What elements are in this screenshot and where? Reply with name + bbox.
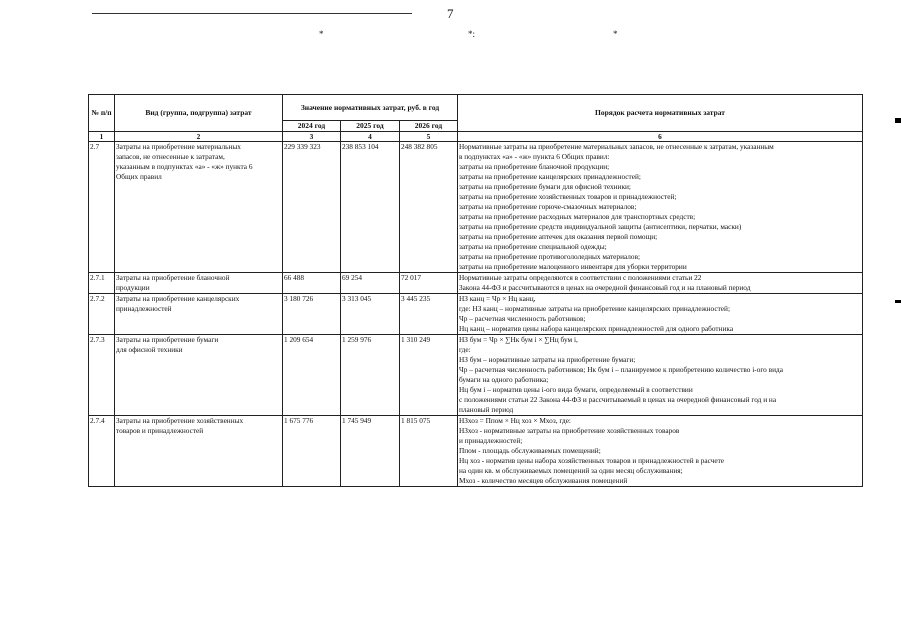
scan-mark: *: [468,29,476,39]
calc-order [458,416,863,487]
calc-order-line: затраты на приобретение хозяйственных товаров и принадлежностей; [459,192,677,201]
calc-order-line: затраты на приобретение бумаги для офисной техники; [459,182,631,191]
value-2026: 72 017 [400,273,458,294]
calc-order-line: затраты на приобретение противогололедных материалов; [459,252,641,261]
value-2025: 69 254 [341,273,400,294]
header-year-2026: 2026 год [400,121,458,132]
cost-name-line: Затраты на приобретение материальных [116,142,241,151]
row-number: 2.7.4 [89,416,115,487]
table-row [89,142,863,273]
col-number: 4 [341,132,400,142]
cost-name-line: Затраты на приобретение хозяйственных [116,416,244,425]
calc-order-line: затраты на приобретение горюче-смазочных материалов; [459,202,637,211]
cost-name-line: Затраты на приобретение канцелярских [116,294,240,303]
col-number: 5 [400,132,458,142]
col-number: 2 [115,132,283,142]
header-year-2024: 2024 год [283,121,341,132]
header-year-2025: 2025 год [341,121,400,132]
calc-order-line: на один кв. м обслуживаемых помещений за один месяц обслуживания; [459,466,683,475]
calc-order [458,273,863,294]
calc-order-line: затраты на приобретение расходных материалов для транспортных средств; [459,212,696,221]
value-2026: 1 310 249 [400,335,458,416]
value-2026: 3 445 235 [400,294,458,335]
cost-name-line: принадлежностей [116,304,172,313]
calc-order-line: Чр – расчетная численность работников; [459,314,586,323]
calc-order-line: Нормативные затраты определяются в соответствии с положениями статьи 22 [459,273,702,282]
header-row [89,95,863,121]
calc-order-line: плановый период [459,405,514,414]
calc-order-line: Нц хоз - норматив цены набора хозяйственных товаров и принадлежностей в расчете [459,456,725,465]
value-2024: 1 209 654 [283,335,341,416]
scan-edge [895,300,901,303]
row-number: 2.7.1 [89,273,115,294]
cost-name-line: Общих правил [116,172,162,181]
col-number: 3 [283,132,341,142]
calc-order-line: с положениями статьи 22 Закона 44-ФЗ и рассчитываемый в ценах на очередной финансовый год и на [459,395,777,404]
calc-order-line: и принадлежностей; [459,436,523,445]
calc-order-line: НЗ бум – нормативные затраты на приобретение бумаги; [459,355,636,364]
cost-name [115,273,283,294]
row-number: 2.7.2 [89,294,115,335]
col-number: 6 [458,132,863,142]
value-2025: 3 313 045 [341,294,400,335]
calc-order-line: затраты на приобретение малоценного инвентаря для уборки территории [459,262,687,271]
calc-order-line: где: [459,345,471,354]
cost-name [115,142,283,273]
value-2025: 238 853 104 [341,142,400,273]
header-num: № п/п [89,95,115,132]
calc-order-line: Нц канц – норматив цены набора канцелярских принадлежностей для одного работника [459,324,734,333]
header-order: Порядок расчета нормативных затрат [458,95,863,132]
cost-name-line: продукции [116,283,150,292]
cost-name-line: товаров и принадлежностей [116,426,204,435]
header-values: Значение нормативных затрат, руб. в год [283,95,458,121]
cost-name [115,335,283,416]
calc-order [458,335,863,416]
value-2024: 66 488 [283,273,341,294]
value-2024: 1 675 776 [283,416,341,487]
cost-name-line: для офисной техники [116,345,183,354]
col-number: 1 [89,132,115,142]
calc-order-line: НЗхоз = Ппом × Нц хоз × Мхоз, где: [459,416,571,425]
calc-order-line: затраты на приобретение средств индивидуальной защиты (антисептики, перчатки, маски) [459,222,742,231]
scan-mark: * [613,29,618,39]
calc-order [458,294,863,335]
calc-order-line: НЗ бум = Чр × ∑Нк бум i × ∑Нц бум i, [459,335,578,344]
value-2024: 229 339 323 [283,142,341,273]
scan-mark: * [319,29,324,39]
calc-order-line: затраты на приобретение канцелярских принадлежностей; [459,172,641,181]
calc-order [458,142,863,273]
cost-name [115,294,283,335]
calc-order-line: Нц бум i – норматив цены i-ого вида бумаги, определяемый в соответствии [459,385,693,394]
table-row [89,294,863,335]
scan-edge [895,118,901,123]
cost-name-line: запасов, не отнесенные к затратам, [116,152,225,161]
value-2026: 1 815 075 [400,416,458,487]
calc-order-line: затраты на приобретение бланочной продукции; [459,162,610,171]
calc-order-line: затраты на приобретение специальной одежды; [459,242,607,251]
calc-order-line: в подпунктах «а» - «ж» пункта 6 Общих правил: [459,152,610,161]
calc-order-line: Чр – расчетная численность работников; Нк бум i – планируемое к приобретению количество i-ого вида [459,365,783,374]
calc-order-line: Мхоз - количество месяцев обслуживания помещений [459,476,628,485]
value-2025: 1 745 949 [341,416,400,487]
calc-order-line: НЗхоз - нормативные затраты на приобретение хозяйственных товаров [459,426,680,435]
row-number: 2.7 [89,142,115,273]
table-row [89,416,863,487]
header-kind: Вид (группа, подгруппа) затрат [115,95,283,132]
top-rule [92,13,412,14]
value-2024: 3 180 726 [283,294,341,335]
page-number: 7 [447,6,454,21]
column-number-row [89,132,863,142]
cost-table [88,94,863,487]
calc-order-line: затраты на приобретение аптечек для оказания первой помощи; [459,232,658,241]
cost-name [115,416,283,487]
cost-name-line: Затраты на приобретение бумаги [116,335,219,344]
table-row [89,335,863,416]
calc-order-line: НЗ канц = Чр × Нц канц, [459,294,536,303]
table-row [89,273,863,294]
calc-order-line: бумаги на одного работника; [459,375,549,384]
calc-order-line: Ппом - площадь обслуживаемых помещений; [459,446,601,455]
value-2025: 1 259 976 [341,335,400,416]
value-2026: 248 382 805 [400,142,458,273]
row-number: 2.7.3 [89,335,115,416]
cost-name-line: Затраты на приобретение бланочной [116,273,230,282]
calc-order-line: Нормативные затраты на приобретение материальных запасов, не отнесенные к затратам, указанным [459,142,774,151]
calc-order-line: где: НЗ канц – нормативные затраты на приобретение канцелярских принадлежностей; [459,304,730,313]
cost-name-line: указанным в подпунктах «а» - «ж» пункта 6 [116,162,253,171]
calc-order-line: Закона 44-ФЗ и рассчитываются в ценах на очередной финансовый год и на плановый период [459,283,751,292]
